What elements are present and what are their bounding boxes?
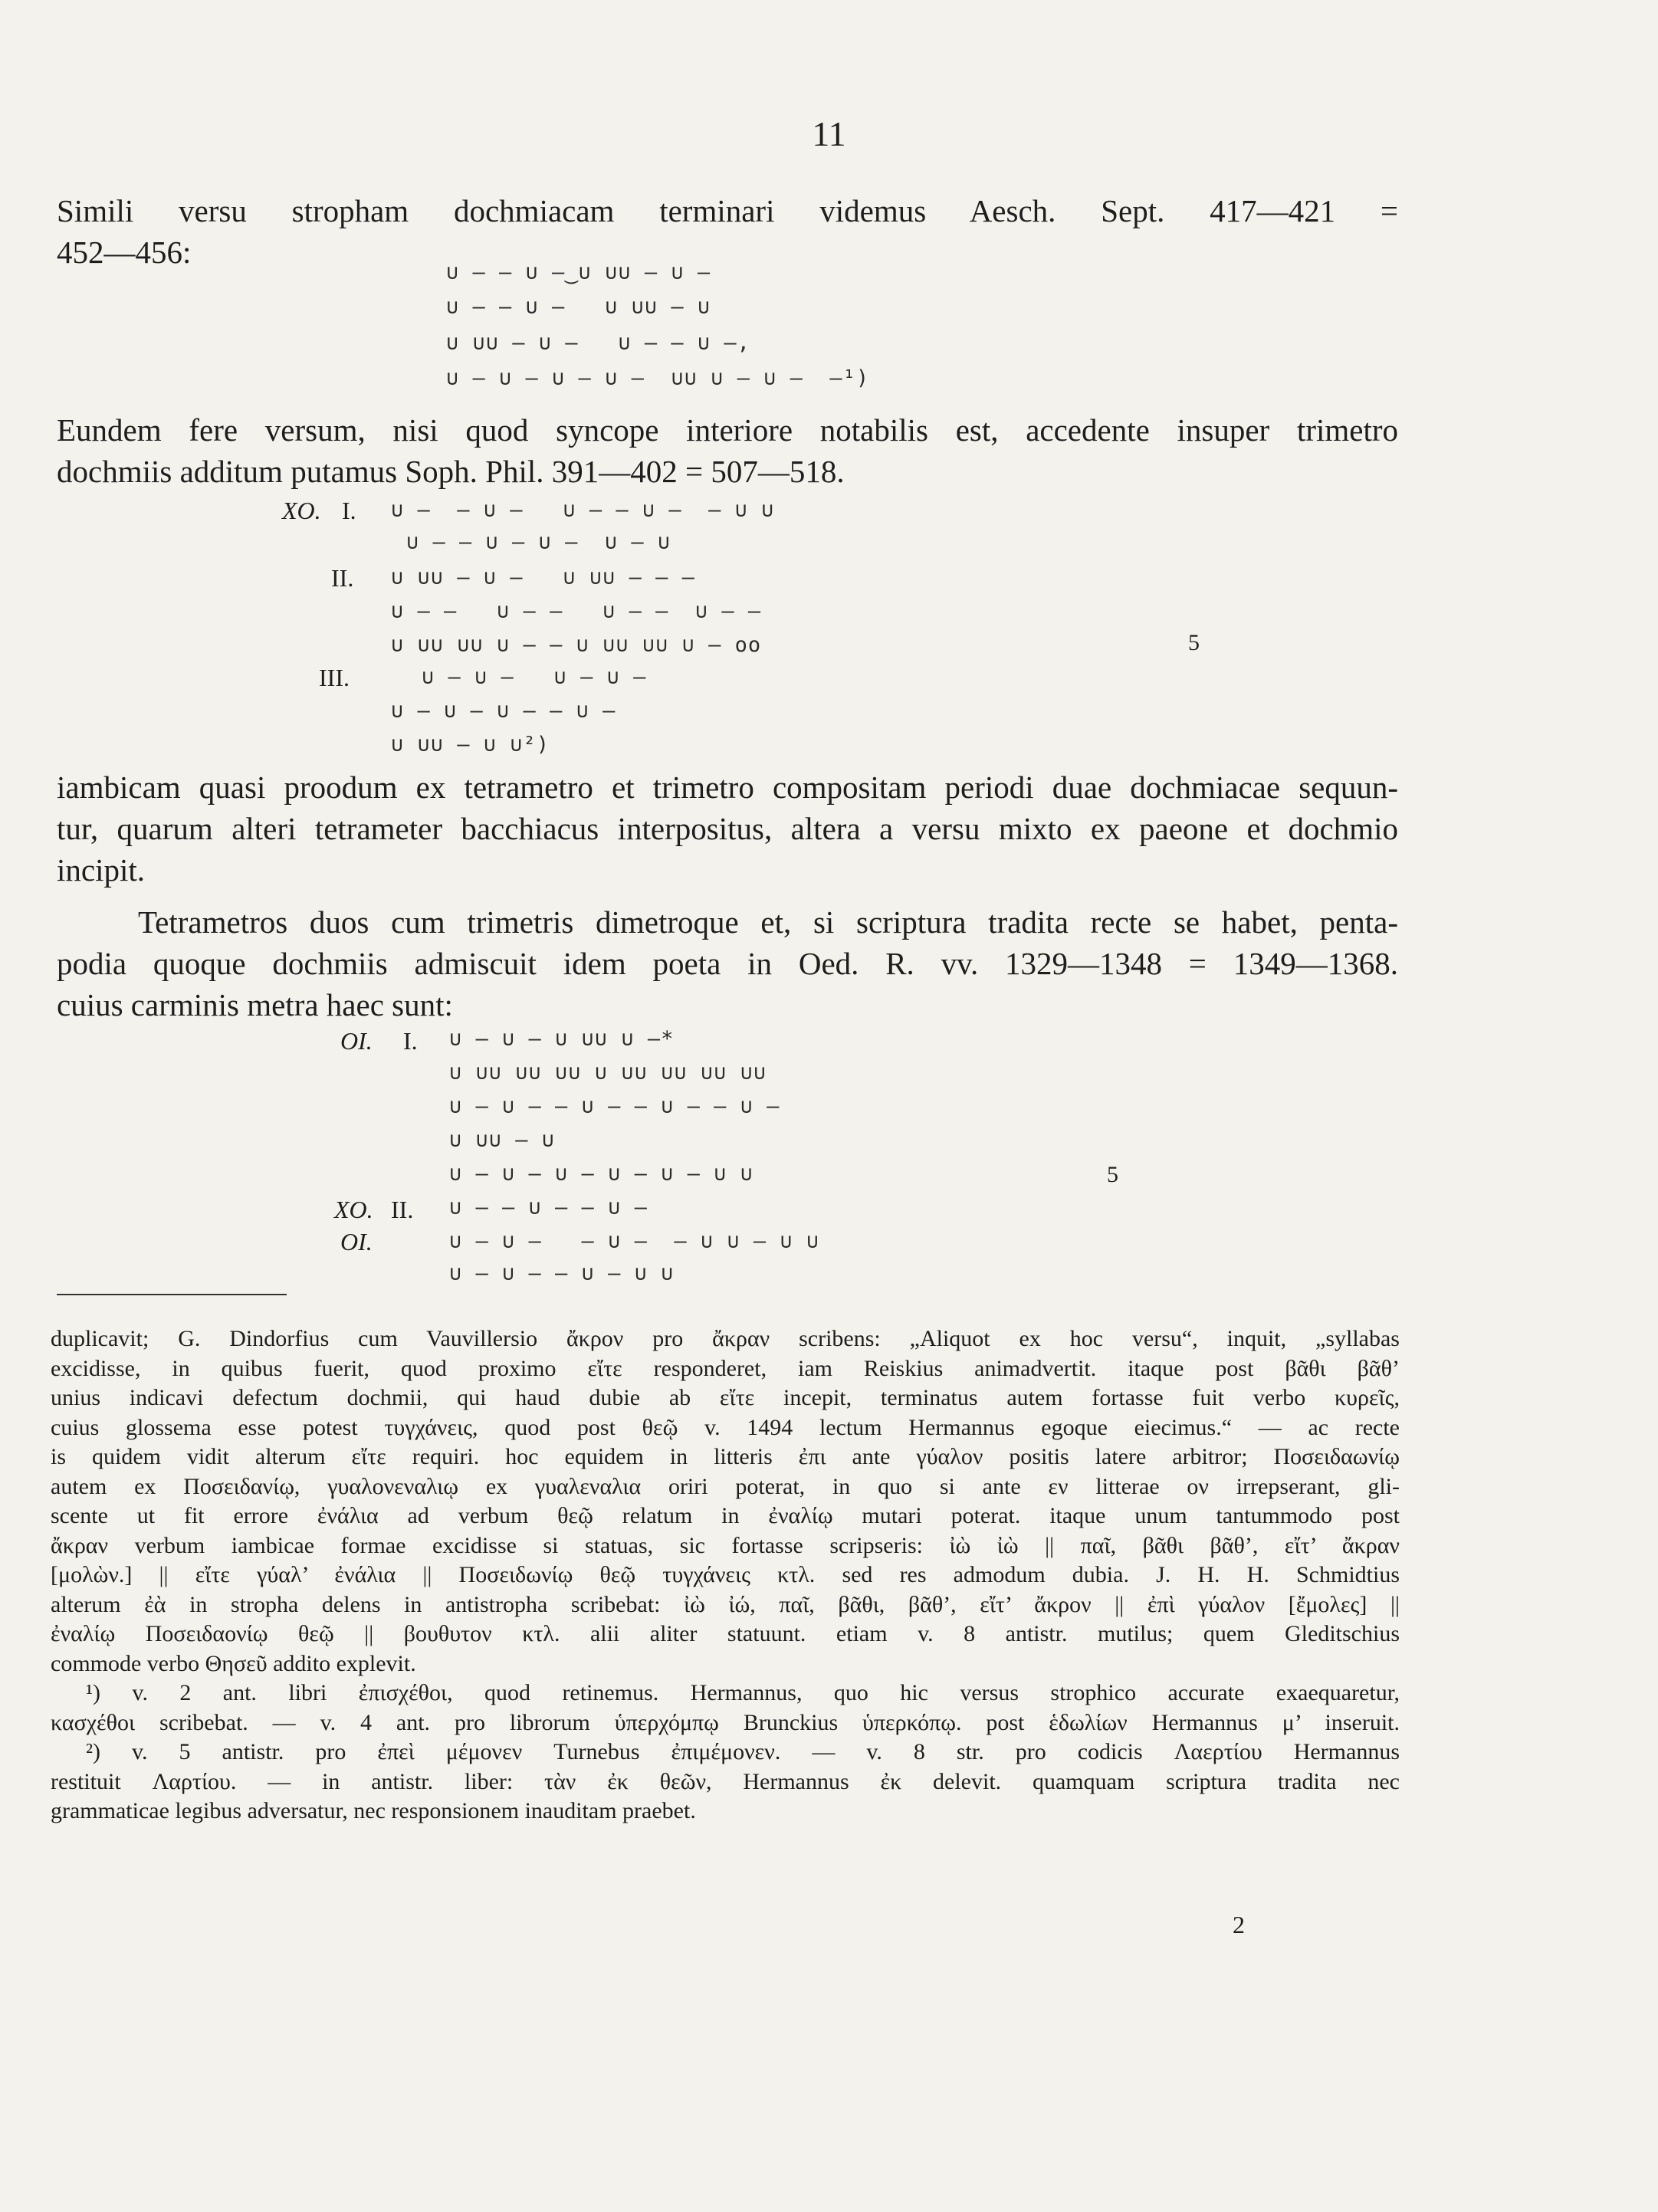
footnote-line: ἐναλίῳ Ποσειδαονίῳ θεῷ || βουθυτον κτλ. alii aliter statuunt. etiam v. 8 antistr. mutilus; quem Gleditschius <box>51 1621 1400 1646</box>
meter-line: ∪ — — ∪ — — ∪ — — ∪ — — <box>391 599 762 623</box>
strophe-number: II. <box>391 1196 414 1223</box>
sheet-signature: 2 <box>1233 1911 1245 1938</box>
verse-number: 5 <box>1107 1162 1118 1187</box>
meter-line: ∪ — ∪ — ∪ ∪∪ ∪ —* <box>449 1027 675 1051</box>
paragraph-line: dochmiis additum putamus Soph. Phil. 391—402 = 507—518. <box>57 454 845 489</box>
footnote-line: ¹) v. 2 ant. libri ἐπισχέθοι, quod retinemus. Hermannus, quo hic versus strophico accurate exaequaretur, <box>86 1680 1400 1705</box>
footnote-line: duplicavit; G. Dindorfius cum Vauvillersio ἄκρον pro ἄκραν scribens: „Aliquot ex hoc versu“, inquit, „syllabas <box>51 1326 1400 1351</box>
verse-number: 5 <box>1188 630 1200 655</box>
paragraph-line: Eundem fere versum, nisi quod syncope interiore notabilis est, accedente insuper trimetro <box>57 412 1398 448</box>
meter-line: ∪ — — ∪ — ∪ — — ∪ — — ∪ ∪ <box>391 498 775 522</box>
strophe-number: II. <box>331 564 354 592</box>
meter-line: ∪ — ∪ — ∪ — ∪ — ∪∪ ∪ — ∪ — —¹) <box>446 366 870 390</box>
meter-line: ∪ ∪∪ — ∪ ∪²) <box>391 733 550 756</box>
strophe-number: I. <box>342 497 356 524</box>
paragraph-3 <box>57 766 1398 891</box>
meter-line: ∪ — ∪ — — ∪ — ∪ ∪ <box>449 1262 675 1285</box>
paragraph-line: Simili versu stropham dochmiacam terminari videmus Aesch. Sept. 417—421 = <box>57 193 1398 228</box>
meter-line: ∪ — ∪ — — ∪ — — ∪ — — ∪ — <box>449 1095 780 1118</box>
speaker-label: OI. <box>340 1228 373 1255</box>
footnote-line: ἄκραν verbum iambicae formae excidisse si statuas, sic fortasse scripseris: ἰὼ ἰὼ || παῖ, βᾶθι βᾶθ’, εἴτ’ ἄκραν <box>51 1532 1400 1558</box>
footnote-line: excidisse, in quibus fuerit, quod proximo εἴτε responderet, iam Reiskius animadvertit. itaque post βᾶθι βᾶθ’ <box>51 1355 1400 1381</box>
strophe-number: I. <box>403 1027 418 1055</box>
meter-line: ∪ — — ∪ — ∪ ∪∪ — ∪ <box>446 295 711 319</box>
paragraph-line: iambicam quasi proodum ex tetrametro et trimetro compositam periodi duae dochmiacae sequun- <box>57 770 1398 805</box>
footnote-line: scente ut fit errore ἐνάλια ad verbum θεῷ relatum in ἐναλίῳ mutari poterat. itaque unum tantummodo post <box>51 1503 1400 1528</box>
speaker-label: XO. <box>334 1196 373 1223</box>
footnote-line: alterum ἐὰ in stropha delens in antistropha scribebat: ἰὼ ἰώ, παῖ, βᾶθι, βᾶθ’, εἴτ’ ἄκρον || ἐπὶ γύαλον [ἔμολες] || <box>51 1591 1400 1617</box>
footnotes <box>51 1324 1400 1826</box>
footnote-line: [μολὼν.] || εἴτε γύαλ’ ἐνάλια || Ποσειδωνίῳ θεῷ τυγχάνεις κτλ. sed res admodum dubia. J. H. H. Schmidtius <box>51 1562 1400 1587</box>
paragraph-1 <box>57 190 1398 273</box>
strophe-number: III. <box>319 664 350 691</box>
meter-line: ∪ — — ∪ — — ∪ — <box>449 1196 648 1219</box>
paragraph-line: podia quoque dochmiis admiscuit idem poeta in Oed. R. vv. 1329—1348 = 1349—1368. <box>57 946 1398 981</box>
page-number: 11 <box>812 114 846 153</box>
footnote-line: autem ex Ποσειδανίῳ, γυαλονεναλιῳ ex γυαλεναλια oriri poterat, in quo si ante εν litterae ον irrepserant, gli- <box>51 1473 1400 1499</box>
meter-line: ∪ ∪∪ — ∪ <box>449 1128 556 1152</box>
meter-line: ∪ ∪∪ — ∪ — ∪ — — ∪ —, <box>446 331 750 355</box>
paragraph-line: Tetrametros duos cum trimetris dimetroque et, si scriptura tradita recte se habet, penta- <box>138 904 1398 940</box>
meter-line: ∪ — ∪ — ∪ — — ∪ — <box>391 699 616 723</box>
paragraph-2 <box>57 409 1398 492</box>
paragraph-line: 452—456: <box>57 235 192 270</box>
meter-line: ∪ — ∪ — ∪ — ∪ — ∪ — ∪ ∪ <box>449 1162 753 1186</box>
footnote-line: cuius glossema esse potest τυγχάνεις, quod post θεῷ v. 1494 lectum Hermannus egoque eiecimus.“ — ac recte <box>51 1414 1400 1440</box>
meter-line: ∪ — ∪ — — ∪ — — ∪ ∪ — ∪ ∪ <box>449 1229 820 1253</box>
footnote-line: κασχέθοι scribebat. — v. 4 ant. pro librorum ὑπερχόμπῳ Brunckius ὑπερκόπῳ. post ἑδωλίων Hermannus μ’ inseruit. <box>51 1709 1400 1735</box>
footnote-line: commode verbo Θησεῦ addito explevit. <box>51 1650 416 1676</box>
meter-line: ∪ — — ∪ — ∪ — ∪ — ∪ <box>406 530 671 554</box>
meter-line: ∪ — ∪ — ∪ — ∪ — <box>422 665 647 689</box>
meter-line: ∪ — — ∪ —‿∪ ∪∪ — ∪ — <box>446 261 711 284</box>
paragraph-line: cuius carminis metra haec sunt: <box>57 987 453 1022</box>
footnote-line: ²) v. 5 antistr. pro ἐπεὶ μέμονεν Turnebus ἐπιμέμονεν. — v. 8 str. pro codicis Λαερτίου Hermannus <box>86 1739 1400 1764</box>
meter-line: ∪ ∪∪ — ∪ — ∪ ∪∪ — — — <box>391 566 695 589</box>
paragraph-line: incipit. <box>57 852 146 888</box>
footnote-line: unius indicavi defectum dochmii, qui haud dubie ab εἴτε incepit, terminatus autem fortasse fuit verbo κυρεῖς, <box>51 1385 1400 1410</box>
paragraph-line: tur, quarum alteri tetrameter bacchiacus interpositus, altera a versu mixto ex paeone et dochmio <box>57 811 1398 846</box>
footnote-separator <box>57 1294 287 1295</box>
footnote-line: is quidem vidit alterum εἴτε requiri. hoc equidem in litteris ἐπι ante γύαλον positis latere arbitror; Ποσειδαωνίῳ <box>51 1444 1400 1469</box>
speaker-label: OI. <box>340 1027 373 1055</box>
meter-line: ∪ ∪∪ ∪∪ ∪ — — ∪ ∪∪ ∪∪ ∪ — oo <box>391 633 762 657</box>
footnote-line: grammaticae legibus adversatur, nec responsionem inauditam praebet. <box>51 1798 696 1823</box>
meter-line: ∪ ∪∪ ∪∪ ∪∪ ∪ ∪∪ ∪∪ ∪∪ ∪∪ <box>449 1061 767 1085</box>
footnote-line: restituit Λαρτίου. — in antistr. liber: τὰν ἐκ θεῶν, Hermannus ἐκ delevit. quamquam scriptura tradita nec <box>51 1768 1400 1794</box>
speaker-label: XO. <box>282 497 321 524</box>
paragraph-4 <box>57 901 1398 1026</box>
